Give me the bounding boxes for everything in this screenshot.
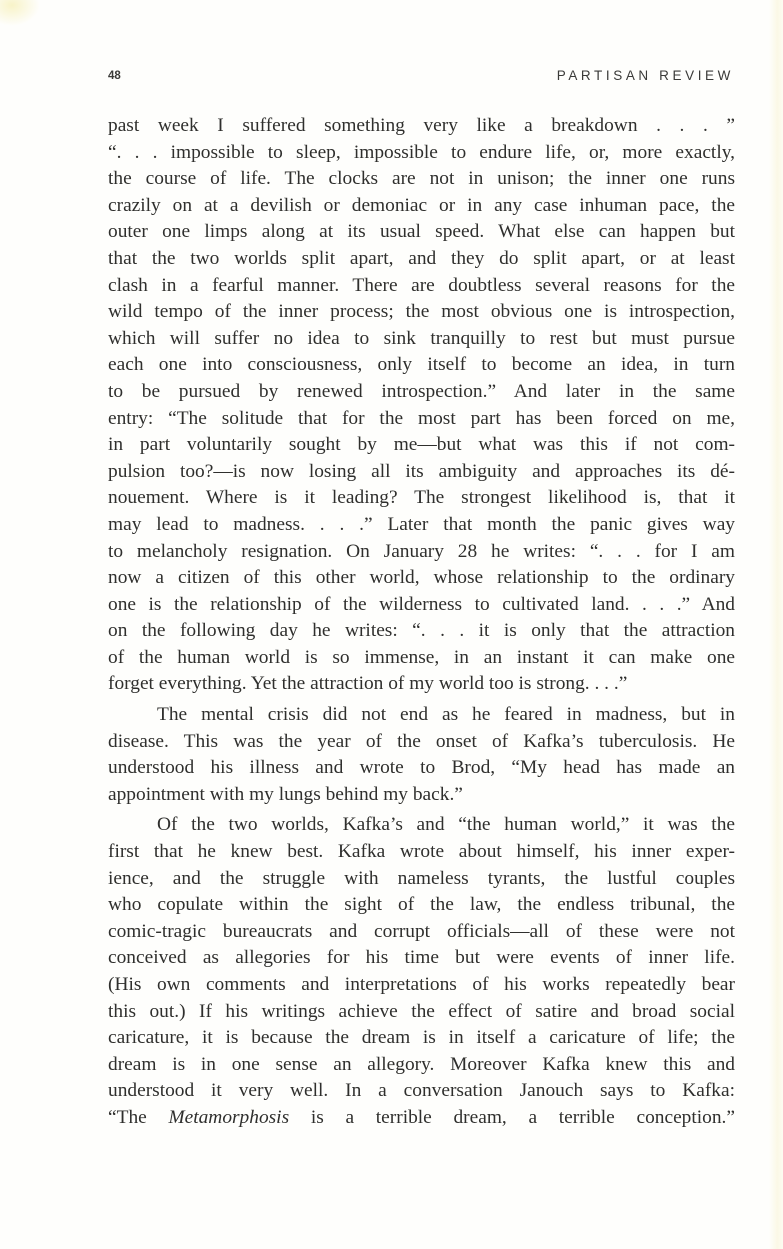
paragraph-continuation [108, 113, 735, 698]
text-line: conceived as allegories for his time but were events of inner life. [108, 947, 735, 969]
journal-title: PARTISAN REVIEW [556, 68, 734, 83]
text-line: this out.) If his writings achieve the effect of satire and broad social [108, 1000, 735, 1022]
text-line: on the following day he writes: “. . . it is only that the attraction [108, 620, 735, 642]
text-line: now a citizen of this other world, whose relationship to the ordinary [108, 567, 735, 589]
text-line: may lead to madness. . . .” Later that month the panic gives way [108, 513, 735, 535]
body-text [108, 113, 735, 1132]
text-line: first that he knew best. Kafka wrote about himself, his inner exper- [108, 841, 735, 863]
text-line: forget everything. Yet the attraction of my world too is strong. . . .” [108, 673, 628, 695]
text-line: pulsion too?—is now losing all its ambiguity and approaches its dé- [108, 460, 735, 482]
text-line: crazily on at a devilish or demoniac or in any case inhuman pace, the [108, 194, 735, 216]
text-line-final: “The Metamorphosis is a terrible dream, a terrible conception.” [108, 1106, 735, 1128]
text-line: understood it very well. In a conversation Janouch says to Kafka: [108, 1080, 735, 1102]
text-line: disease. This was the year of the onset of Kafka’s tuberculosis. He [108, 730, 735, 752]
paragraph-mental-crisis [108, 702, 735, 808]
text-line: one is the relationship of the wilderness to cultivated land. . . .” And [108, 593, 735, 615]
page-edge-shadow [769, 0, 783, 1249]
text-line: wild tempo of the inner process; the most obvious one is introspection, [108, 301, 735, 323]
text-line: past week I suffered something very like a breakdown . . . ” [108, 115, 735, 136]
text-line: in part voluntarily sought by me—but what was this if not com- [108, 434, 735, 456]
text-line: appointment with my lungs behind my back.” [108, 783, 463, 805]
text-line: comic-tragic bureaucrats and corrupt officials—all of these were not [108, 920, 735, 942]
page-corner-stain [0, 0, 40, 26]
text-line: to melancholy resignation. On January 28 he writes: “. . . for I am [108, 540, 735, 562]
text-line: to be pursued by renewed introspection.” And later in the same [108, 380, 735, 402]
text-line: understood his illness and wrote to Brod, “My head has made an [108, 757, 735, 779]
text-line: caricature, it is because the dream is in itself a caricature of life; the [108, 1027, 735, 1049]
text-line: who copulate within the sight of the law, the endless tribunal, the [108, 894, 735, 916]
text-line: (His own comments and interpretations of his works repeatedly bear [108, 974, 735, 995]
text-line: ience, and the struggle with nameless tyrants, the lustful couples [108, 867, 735, 889]
text-line: “. . . impossible to sleep, impossible to endure life, or, more exactly, [108, 141, 735, 163]
paragraph-two-worlds [108, 812, 735, 1131]
text-line: The mental crisis did not end as he feared in madness, but in [157, 704, 735, 726]
text-line: Of the two worlds, Kafka’s and “the human world,” it was the [157, 814, 735, 836]
text-line: entry: “The solitude that for the most part has been forced on me, [108, 407, 735, 429]
text-line: which will suffer no idea to sink tranquilly to rest but must pursue [108, 327, 735, 349]
book-title-metamorphosis: Metamorphosis [168, 1106, 290, 1128]
text-line: each one into consciousness, only itself to become an idea, in turn [108, 354, 735, 376]
text-line: clash in a fearful manner. There are doubtless several reasons for the [108, 274, 735, 296]
text-line: the course of life. The clocks are not in unison; the inner one runs [108, 168, 735, 190]
page-number: 48 [108, 70, 121, 82]
text-line: outer one limps along at its usual speed. What else can happen but [108, 221, 735, 243]
text-line: dream is in one sense an allegory. Moreover Kafka knew this and [108, 1053, 735, 1075]
text-line: that the two worlds split apart, and they do split apart, or at least [108, 247, 735, 269]
running-head [108, 68, 734, 88]
text-line: nouement. Where is it leading? The strongest likelihood is, that it [108, 487, 735, 509]
text-line: of the human world is so immense, in an instant it can make one [108, 646, 735, 668]
